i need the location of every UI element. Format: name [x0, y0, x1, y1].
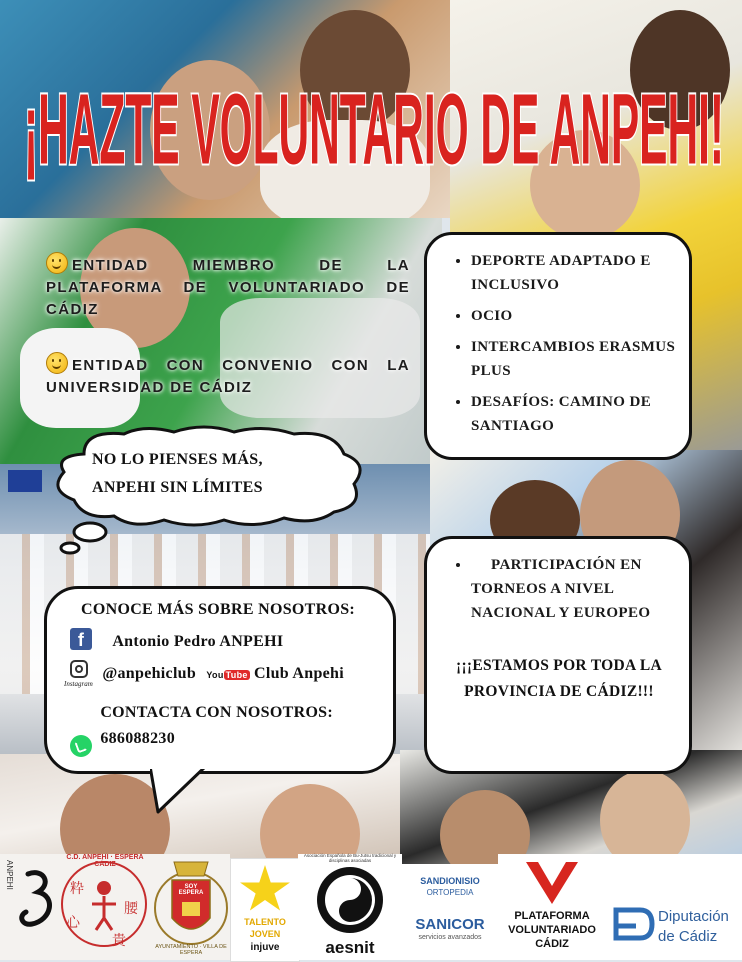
activities-card	[424, 232, 692, 460]
contact-row	[70, 700, 333, 757]
whatsapp-icon[interactable]	[70, 735, 92, 757]
activity-item: • DESAFÍOS: CAMINO DE SANTIAGO	[471, 390, 677, 438]
title-text: ¡HAZTE VOLUNTARIO DE ANPEHI!	[23, 72, 724, 186]
thought-line-1: NO LO PIENSES MÁS,	[92, 451, 263, 468]
instagram-handle[interactable]: @anpehiclub	[102, 665, 197, 682]
kanji-3: 腰	[124, 901, 138, 917]
activity-item: • OCIO	[471, 304, 677, 328]
plataforma-voluntariado-logo	[498, 854, 606, 960]
aesnit-name: aesnit	[325, 938, 375, 957]
youtube-channel[interactable]: Club Anpehi	[253, 665, 344, 682]
facebook-name[interactable]: Antonio Pedro ANPEHI	[112, 633, 284, 650]
facebook-row[interactable]	[70, 628, 283, 651]
anpehi-logo	[0, 854, 152, 960]
espera-crest	[152, 854, 230, 960]
instagram-icon[interactable]	[70, 660, 88, 678]
anpehi-left-text: ANPEHI	[5, 860, 14, 890]
contact-label: CONTACTA CON NOSOTROS:	[100, 704, 334, 721]
diputacion-cadiz-logo	[606, 854, 742, 960]
kanji-2: 心	[66, 915, 80, 931]
thought-line-2: ANPEHI SIN LÍMITES	[92, 479, 263, 496]
activities-list	[441, 249, 677, 438]
talento-line-2: JOVEN	[249, 929, 281, 939]
tournaments-footer: ¡¡¡ESTAMOS POR TODA LA PROVINCIA DE CÁDIZ!!!	[456, 657, 662, 700]
contact-card-tail	[150, 764, 230, 814]
plataforma-line-1: PLATAFORMA	[514, 910, 590, 922]
entity-universidad-text: ENTIDAD CON CONVENIO CON LA UNIVERSIDAD DE CÁDIZ	[46, 357, 410, 396]
sanicor-text: SANICOR	[415, 916, 485, 933]
diputacion-line-1: Diputación	[658, 908, 729, 925]
espera-text: SOY ESPERA	[178, 884, 204, 896]
sanicor-sub: servicios avanzados	[418, 934, 482, 941]
sandionisio-sanicor-logo	[402, 864, 498, 960]
entity-universidad	[46, 352, 410, 399]
smiley-icon	[46, 352, 68, 374]
smiley-icon	[46, 252, 68, 274]
youtube-icon-tube: Tube	[225, 670, 248, 680]
contact-info	[100, 700, 333, 752]
tournaments-card	[424, 536, 692, 774]
instagram-caption: Instagram	[64, 680, 93, 688]
contact-header: CONOCE MÁS SOBRE NOSOTROS:	[81, 601, 356, 618]
talento-line-1: TALENTO	[244, 917, 286, 927]
kanji-1: 粋	[70, 881, 84, 897]
tournaments-list	[441, 553, 677, 625]
ortopedia-text: ORTOPEDIA	[426, 888, 474, 897]
talento-line-3: injuve	[250, 942, 280, 953]
entity-plataforma-text: ENTIDAD MIEMBRO DE LA PLATAFORMA DE VOLUNTARIADO DE CÁDIZ	[46, 257, 410, 318]
sandionisio-text: SANDIONISIO	[420, 876, 480, 886]
entity-plataforma	[46, 252, 410, 321]
sponsor-logos	[0, 854, 742, 960]
star-icon	[239, 865, 291, 915]
tournament-item: • PARTICIPACIÓN EN TORNEOS A NIVEL NACIONAL Y EUROPEO	[471, 553, 677, 625]
talento-joven-logo	[230, 858, 300, 962]
anpehi-figure-icon	[22, 873, 50, 925]
plataforma-line-3: CÁDIZ	[535, 938, 569, 950]
kanji-4: 貴	[112, 933, 126, 949]
anpehi-ring-text: C.D. ANPEHI · ESPERA CÁDIZ	[66, 854, 144, 868]
anpehi-meditation-icon	[92, 896, 116, 930]
aesnit-arc-text: Asociación Española de Bu-Jutsu tradicional y disciplinas asociadas	[303, 853, 397, 863]
poster-title	[16, 52, 732, 202]
thought-text	[92, 446, 332, 502]
aesnit-logo	[298, 854, 402, 960]
instagram-row[interactable]	[70, 660, 344, 683]
youtube-icon[interactable]	[206, 670, 249, 680]
eu-flag-icon	[8, 470, 42, 492]
plataforma-v-icon	[526, 862, 578, 904]
facebook-icon[interactable]: f	[70, 628, 92, 650]
activity-item: • DEPORTE ADAPTADO E INCLUSIVO	[471, 249, 677, 297]
activity-item: • INTERCAMBIOS ERASMUS PLUS	[471, 335, 677, 383]
ayto-text: AYUNTAMIENTO · VILLA DE ESPERA	[155, 944, 227, 956]
diputacion-line-2: de Cádiz	[658, 928, 718, 945]
crown-icon	[174, 862, 208, 876]
plataforma-line-2: VOLUNTARIADO	[508, 924, 596, 936]
youtube-icon-you: You	[206, 670, 224, 680]
contact-phone[interactable]: 686088230	[100, 730, 176, 747]
